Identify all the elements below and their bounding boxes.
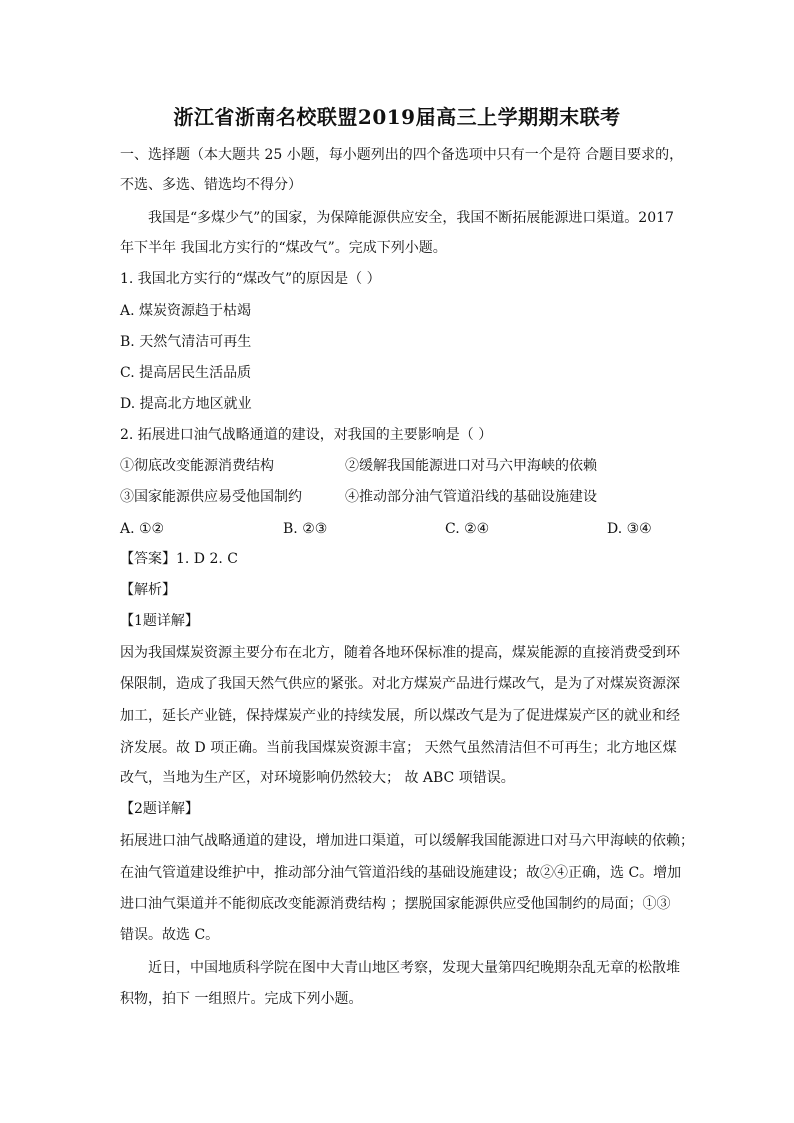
q2-option-a: A. ①②	[120, 521, 165, 537]
section-header-line-1: 一、选择题（本大题共 25 小题，每小题列出的四个备选项中只有一个是符 合题目要求的，	[120, 147, 684, 163]
detail1-line-5: 改气，当地为生产区，对环境影响仍然较大； 故 ABC 项错误。	[120, 770, 515, 786]
detail1-line-3: 加工，延长产业链，保持煤炭产业的持续发展，所以煤改气是为了促进煤炭产区的就业和经	[120, 708, 680, 724]
detail1-line-2: 保限制，造成了我国天然气供应的紧张。对北方煤炭产品进行煤改气，是为了对煤炭资源深	[120, 676, 680, 692]
q2-option-b: B. ②③	[283, 521, 328, 537]
detail2-line-3: 进口油气渠道并不能彻底改变能源消费结构 ；摆脱国家能源供应受他国制约的局面；①③	[120, 896, 671, 912]
detail2-line-2: 在油气管道建设维护中，推动部分油气管道沿线的基础设施建设；故②④正确，选 C。增加	[120, 865, 682, 881]
detail1-line-1: 因为我国煤炭资源主要分布在北方，随着各地环保标准的提高，煤炭能源的直接消费受到环	[120, 645, 680, 661]
detail2-line-4: 错误。故选 C。	[120, 927, 220, 943]
q1-option-a: A. 煤炭资源趋于枯竭	[120, 303, 252, 319]
analysis-label: 【解析】	[120, 582, 176, 598]
detail2-label: 【2题详解】	[120, 801, 199, 817]
next-intro-line-1: 近日，中国地质科学院在图中大青山地区考察，发现大量第四纪晚期杂乱无章的松散堆	[148, 960, 680, 976]
detail2-line-1: 拓展进口油气战略通道的建设，增加进口渠道，可以缓解我国能源进口对马六甲海峡的依赖；	[120, 833, 694, 849]
answer-line: 【答案】1. D 2. C	[120, 551, 239, 567]
q1-option-c: C. 提高居民生活品质	[120, 365, 252, 381]
detail1-label: 【1题详解】	[120, 613, 199, 629]
q2-option-c: C. ②④	[445, 521, 490, 537]
q2-statement-1: ①彻底改变能源消费结构	[120, 458, 274, 474]
next-intro-line-2: 积物，拍下 一组照片。完成下列小题。	[120, 991, 363, 1007]
page-title: 浙江省浙南名校联盟2019届高三上学期期末联考	[173, 105, 621, 129]
detail1-line-4: 济发展。故 D 项正确。当前我国煤炭资源丰富； 天然气虽然清洁但不可再生；北方地区煤	[120, 740, 677, 756]
q1-stem: 1. 我国北方实行的“煤改气”的原因是（ ）	[120, 271, 381, 287]
intro-line-1: 我国是“多煤少气”的国家，为保障能源供应安全，我国不断拓展能源进口渠道。2017	[148, 210, 674, 226]
q1-option-d: D. 提高北方地区就业	[120, 396, 252, 412]
q2-statement-2: ②缓解我国能源进口对马六甲海峡的依赖	[345, 458, 597, 474]
q2-stem: 2. 拓展进口油气战略通道的建设，对我国的主要影响是（ ）	[120, 427, 493, 443]
q1-option-b: B. 天然气清洁可再生	[120, 334, 252, 350]
q2-statement-4: ④推动部分油气管道沿线的基础设施建设	[345, 489, 597, 505]
q2-option-d: D. ③④	[607, 521, 652, 537]
section-header-line-2: 不选、多选、错选均不得分）	[120, 177, 302, 193]
q2-statement-3: ③国家能源供应易受他国制约	[120, 489, 302, 505]
intro-line-2: 年下半年 我国北方实行的“煤改气”。完成下列小题。	[120, 240, 447, 256]
